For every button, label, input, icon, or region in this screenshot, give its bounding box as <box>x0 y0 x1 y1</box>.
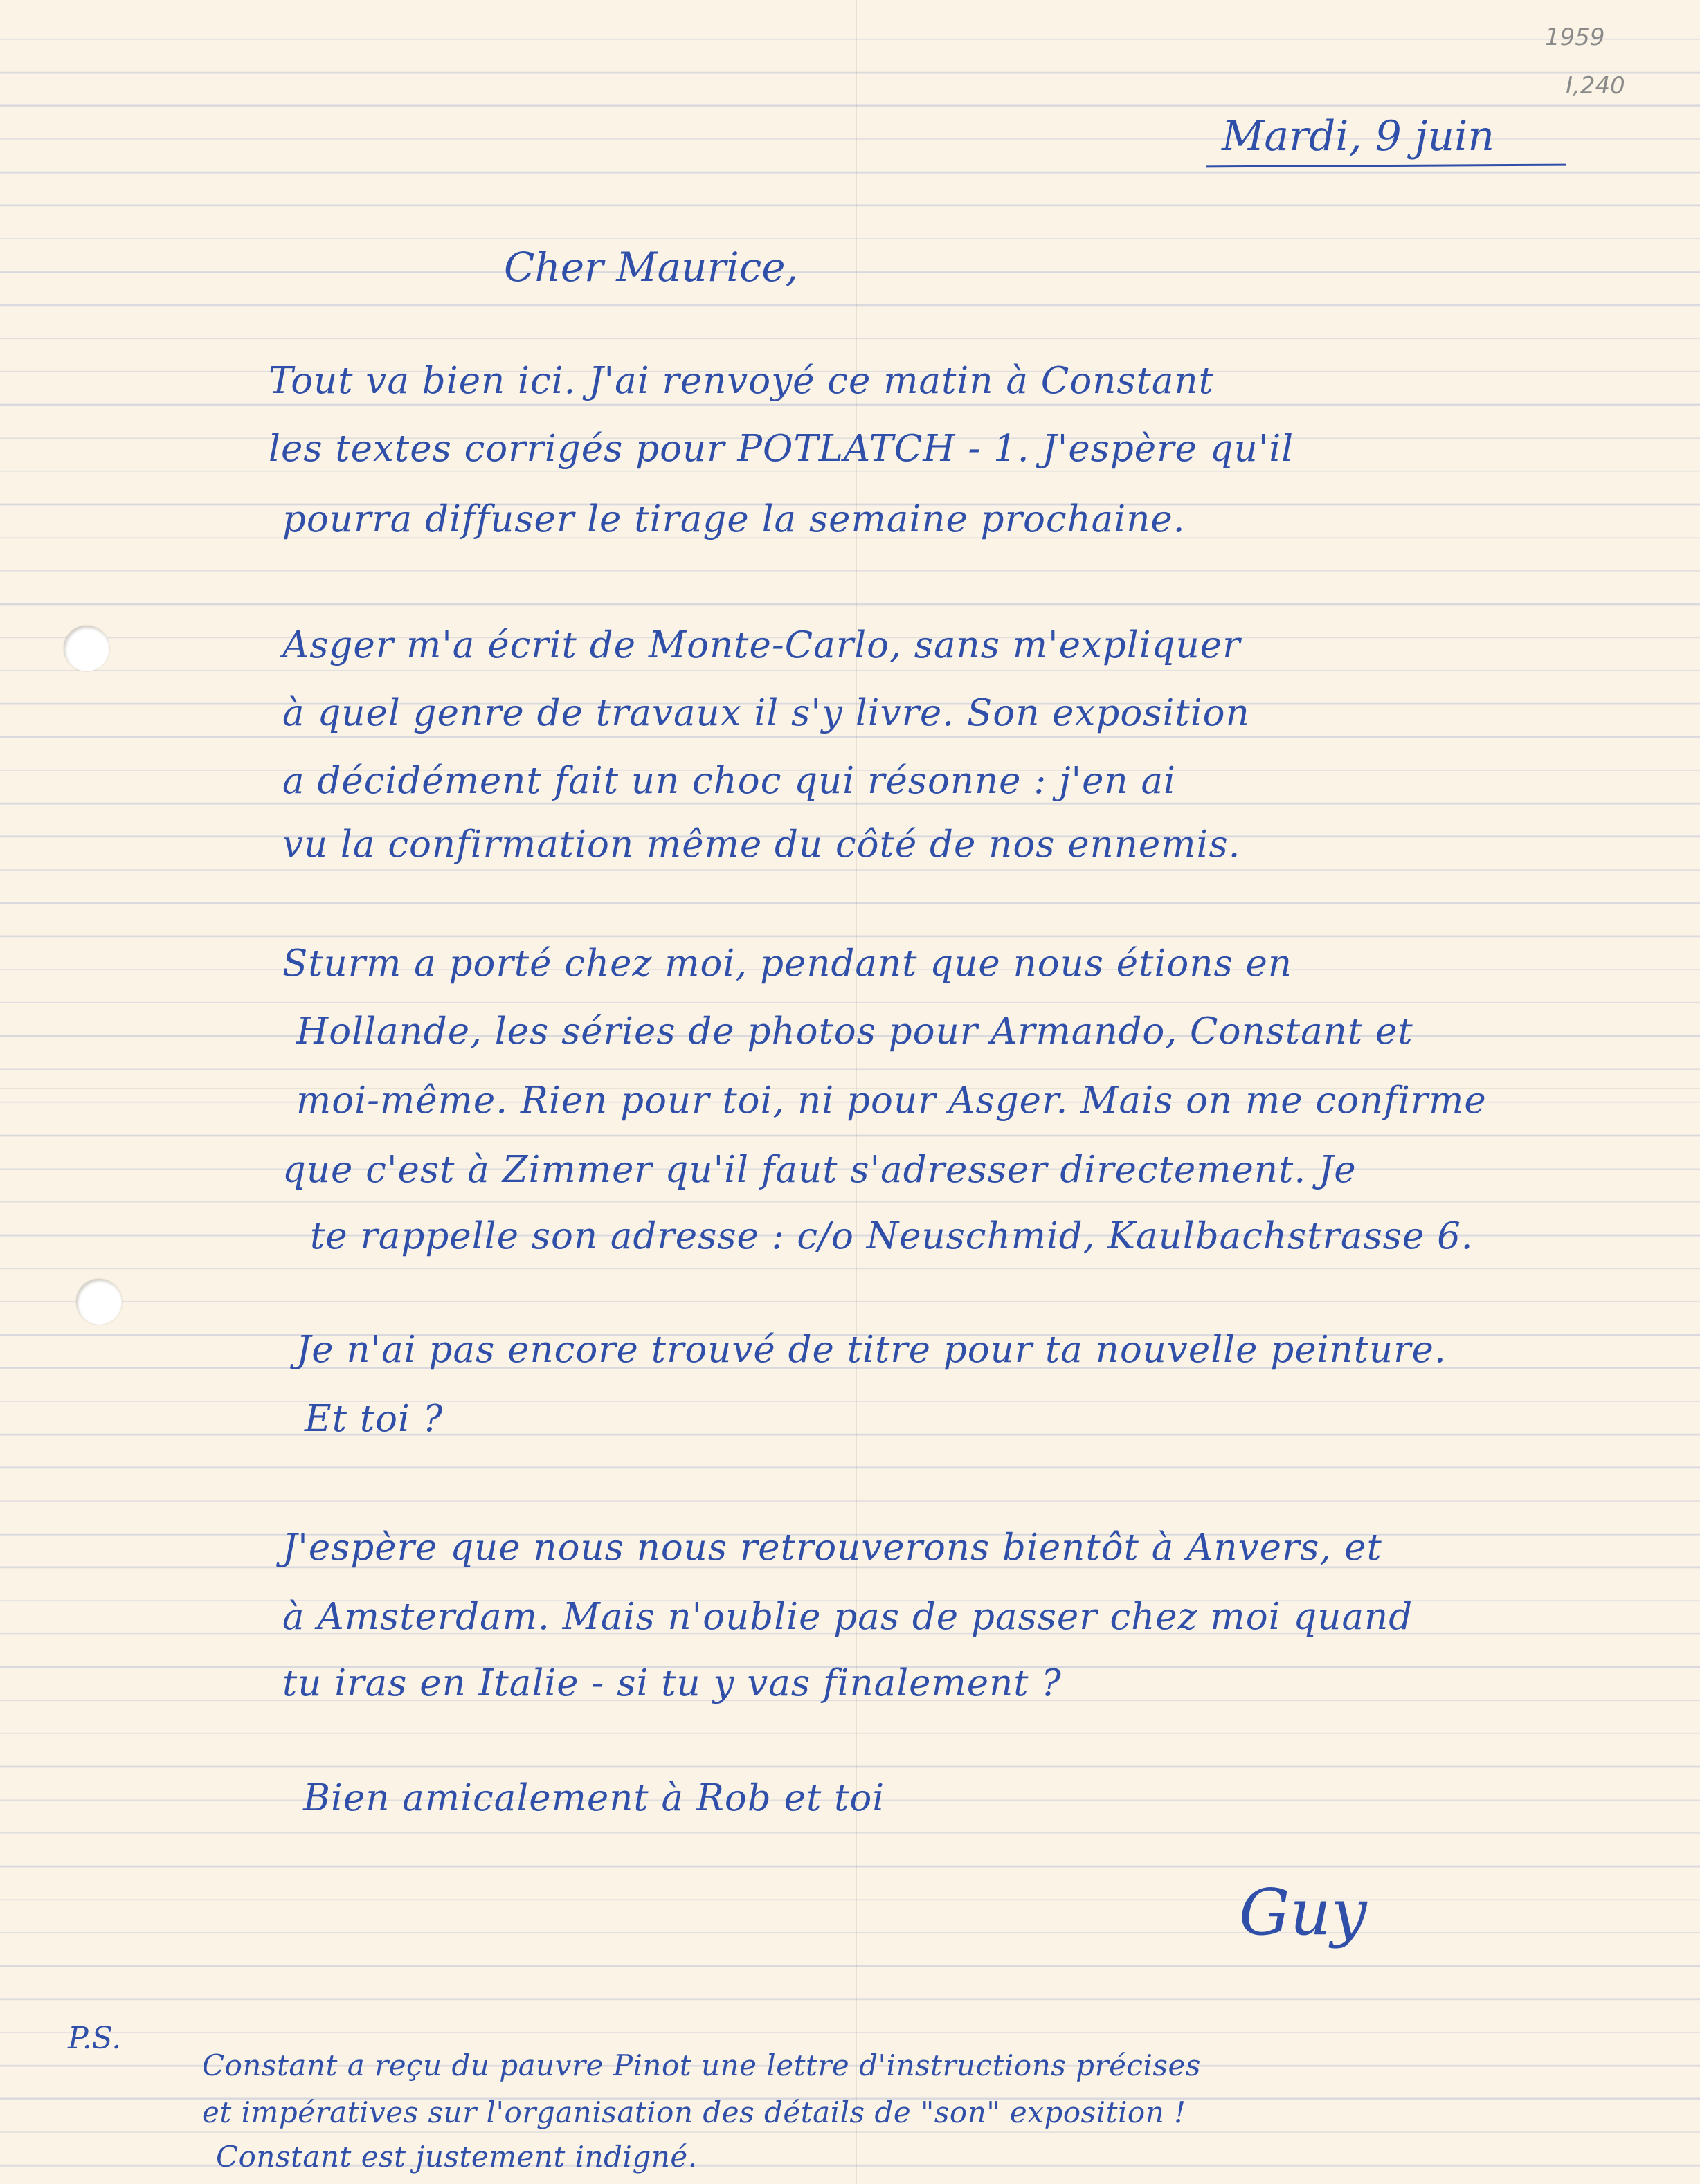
letter-line: a décidément fait un choc qui résonne : j'en ai <box>282 760 1176 802</box>
archive-year-note: 1959 <box>1545 24 1605 51</box>
letter-line: Asger m'a écrit de Monte-Carlo, sans m'expliquer <box>282 624 1241 666</box>
letter-line: vu la confirmation même du côté de nos ennemis. <box>282 823 1241 866</box>
letter-line: tu iras en Italie - si tu y vas finalement ? <box>282 1662 1062 1704</box>
letter-line: à Amsterdam. Mais n'oublie pas de passer chez moi quand <box>282 1596 1413 1638</box>
letter-line: Je n'ai pas encore trouvé de titre pour ta nouvelle peinture. <box>296 1329 1447 1371</box>
letter-line: Hollande, les séries de photos pour Armando, Constant et <box>296 1010 1413 1053</box>
letter-line: à quel genre de travaux il s'y livre. Son exposition <box>282 692 1250 734</box>
date-underline <box>1206 164 1566 168</box>
letter-line: pourra diffuser le tirage la semaine prochaine. <box>282 498 1186 540</box>
postscript-line: Constant est justement indigné. <box>216 2140 698 2174</box>
letter-line: Et toi ? <box>305 1398 444 1440</box>
postscript-line: Constant a reçu du pauvre Pinot une lettre d'instructions précises <box>202 2048 1201 2082</box>
letter-line: te rappelle son adresse : c/o Neuschmid, Kaulbachstrasse 6. <box>310 1215 1474 1257</box>
punch-hole-upper <box>64 626 109 671</box>
salutation: Cher Maurice, <box>504 244 799 291</box>
letter-line: J'espère que nous nous retrouverons bientôt à Anvers, et <box>282 1527 1382 1569</box>
punch-hole-lower <box>76 1279 122 1325</box>
archive-reference-note: I,240 <box>1566 72 1625 100</box>
letter-line: Sturm a porté chez moi, pendant que nous étions en <box>282 943 1293 985</box>
signature: Guy <box>1239 1875 1367 1949</box>
letter-date: Mardi, 9 juin <box>1222 112 1494 161</box>
letter-line: moi-même. Rien pour toi, ni pour Asger. Mais on me confirme <box>296 1080 1487 1122</box>
closing-line: Bien amicalement à Rob et toi <box>303 1777 885 1819</box>
postscript-line: et impératives sur l'organisation des détails de "son" exposition ! <box>202 2095 1186 2129</box>
letter-line: Tout va bien ici. J'ai renvoyé ce matin à Constant <box>269 360 1214 402</box>
letter-line: les textes corrigés pour POTLATCH - 1. J'espère qu'il <box>269 428 1294 470</box>
postscript-label: P.S. <box>68 2021 122 2056</box>
letter-line: que c'est à Zimmer qu'il faut s'adresser directement. Je <box>282 1149 1357 1191</box>
